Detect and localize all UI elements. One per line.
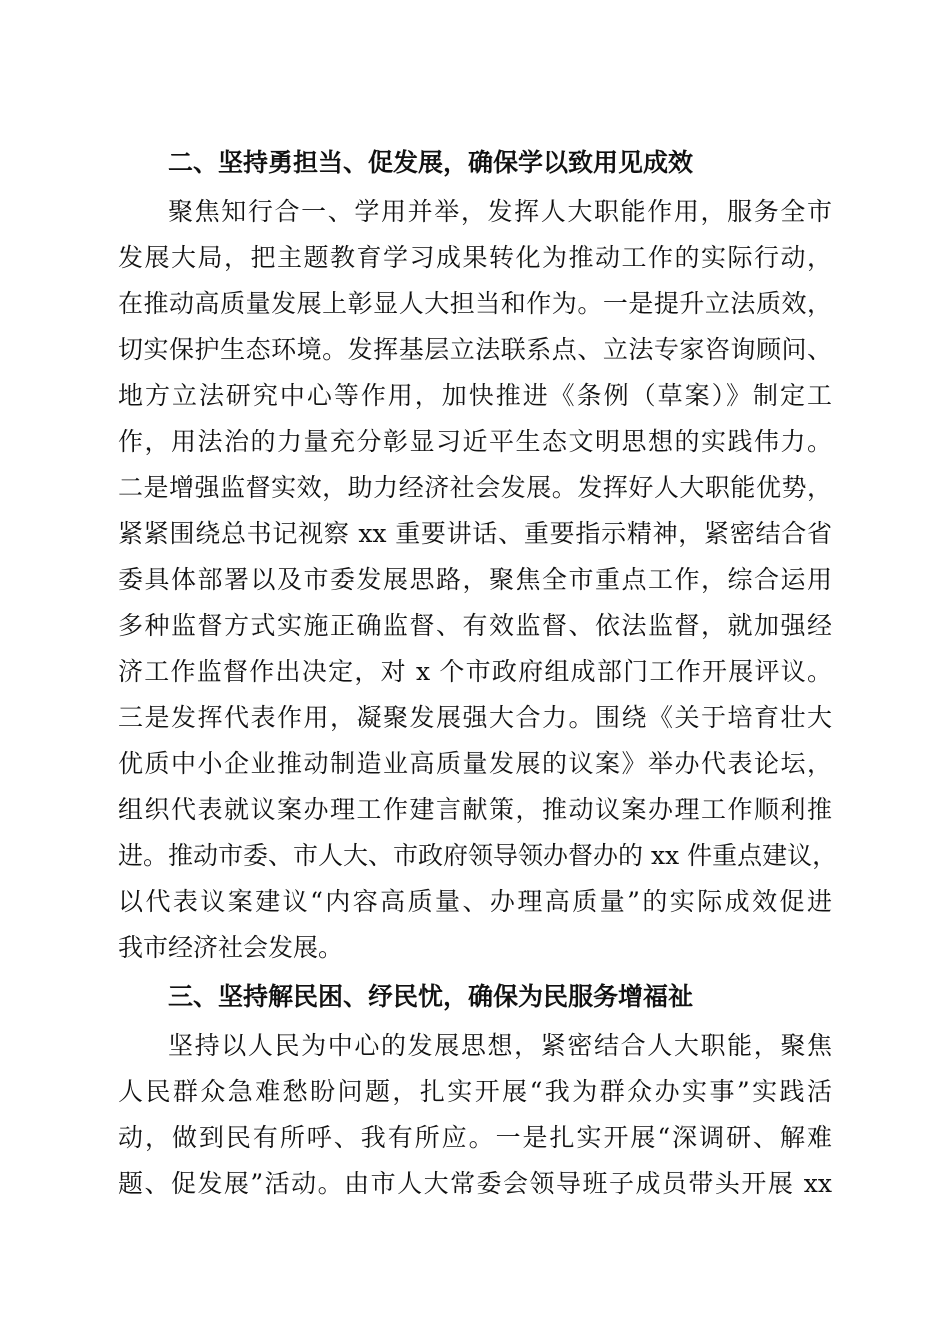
text-line: 作，用法治的力量充分彰显习近平生态文明思想的实践伟力。 [118, 427, 832, 456]
text-line: 紧紧围绕总书记视察 xx 重要讲话、重要指示精神，紧密结合省 [118, 519, 832, 548]
text-line: 多种监督方式实施正确监督、有效监督、依法监督，就加强经 [118, 611, 832, 640]
text-line: 在推动高质量发展上彰显人大担当和作为。一是提升立法质效， [118, 289, 832, 318]
section-3-paragraph [118, 1023, 832, 1207]
text-line: 坚持以人民为中心的发展思想，紧密结合人大职能，聚焦 [168, 1031, 832, 1060]
text-line: 题、促发展”活动。由市人大常委会领导班子成员带头开展 xx [118, 1169, 832, 1198]
text-line: 二是增强监督实效，助力经济社会发展。发挥好人大职能优势， [118, 473, 832, 502]
section-heading-2: 二、坚持勇担当、促发展，确保学以致用见成效 [168, 148, 694, 177]
text-line: 动，做到民有所呼、我有所应。一是扎实开展“深调研、解难 [118, 1123, 832, 1152]
document-body [118, 137, 838, 1207]
text-line: 地方立法研究中心等作用，加快推进《条例（草案）》制定工 [118, 381, 832, 410]
text-line: 三是发挥代表作用，凝聚发展强大合力。围绕《关于培育壮大 [118, 703, 832, 732]
text-line: 济工作监督作出决定，对 x 个市政府组成部门工作开展评议。 [118, 657, 832, 686]
text-line: 优质中小企业推动制造业高质量发展的议案》举办代表论坛， [118, 749, 832, 778]
text-line: 切实保护生态环境。发挥基层立法联系点、立法专家咨询顾问、 [118, 335, 832, 364]
text-line: 组织代表就议案办理工作建言献策，推动议案办理工作顺利推 [118, 795, 832, 824]
text-line: 进。推动市委、市人大、市政府领导领办督办的 xx 件重点建议， [118, 841, 838, 870]
text-line: 委具体部署以及市委发展思路，聚焦全市重点工作，综合运用 [118, 565, 832, 594]
text-line: 我市经济社会发展。 [118, 933, 344, 962]
text-line: 以代表议案建议“内容高质量、办理高质量”的实际成效促进 [118, 887, 832, 916]
section-heading-3: 三、坚持解民困、纾民忧，确保为民服务增福祉 [168, 982, 694, 1011]
section-2-paragraph [118, 189, 838, 971]
text-line: 发展大局，把主题教育学习成果转化为推动工作的实际行动， [118, 243, 832, 272]
text-line: 人民群众急难愁盼问题，扎实开展“我为群众办实事”实践活 [118, 1077, 832, 1106]
text-line: 聚焦知行合一、学用并举，发挥人大职能作用，服务全市 [168, 197, 832, 226]
